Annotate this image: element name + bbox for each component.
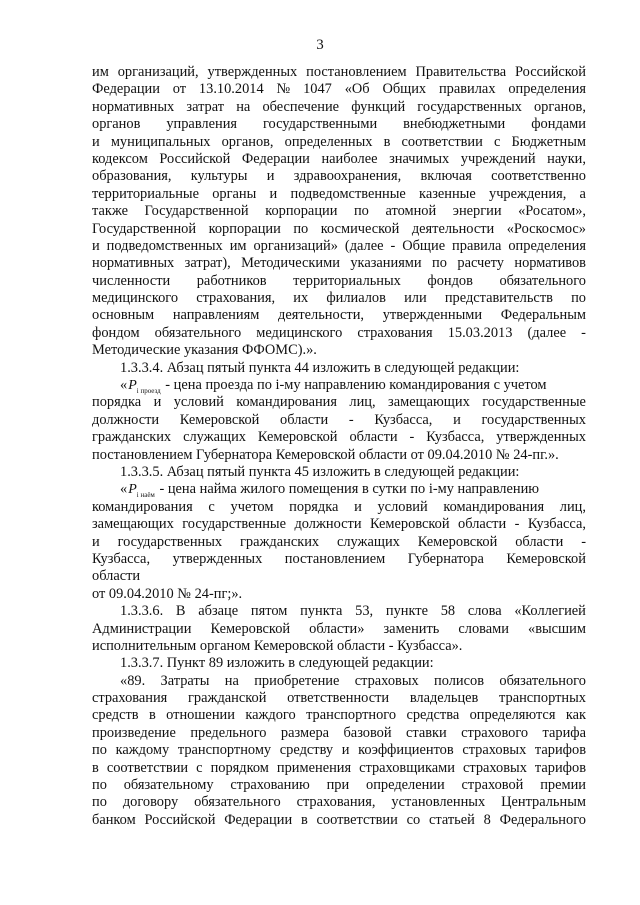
text-line: гражданских служащих Кемеровской области - Кузбасса, утвержденных bbox=[92, 429, 586, 446]
text-line: Государственной корпорации по космической деятельности «Роскосмос» bbox=[92, 220, 586, 237]
text-line: им организаций, утвержденных постановлением Правительства Российской bbox=[92, 64, 586, 80]
text-line: и государственных гражданских служащих Кемеровской области - bbox=[92, 533, 586, 550]
text-line: страхования гражданской ответственности владельцев транспортных bbox=[92, 690, 586, 707]
text-line: нормативных затрат), Методическими указаниями по расчету нормативов bbox=[92, 255, 586, 272]
text-line: Федерации от 13.10.2014 № 1047 «Об Общих правилах определения bbox=[92, 81, 586, 98]
text-line: 1.3.3.6. В абзаце пятом пункта 53, пункте 58 слова «Коллегией bbox=[120, 603, 586, 620]
text-line: нормативных затрат на обеспечение функций государственных органов, bbox=[92, 98, 586, 115]
text-line: 1.3.3.7. Пункт 89 изложить в следующей редакции: bbox=[120, 655, 434, 672]
quote-mark: « bbox=[120, 481, 128, 498]
text-line: банком Российской Федерации в соответствии со статьей 8 Федерального bbox=[92, 811, 586, 828]
text-line: «$P_{i наём}$ - цена найма жилого помещения в сутки по i-му направлению bbox=[92, 481, 586, 498]
text-line: Методические указания ФФОМС).». bbox=[92, 342, 317, 359]
text-line: «89. Затраты на приобретение страховых полисов обязательного bbox=[120, 672, 586, 689]
text-line: органов управления государственными внебюджетными фондами bbox=[92, 116, 586, 133]
text-line: средств в отношении каждого транспортного средства определяются как bbox=[92, 707, 586, 724]
text-line: от 09.04.2010 № 24-пг;». bbox=[92, 585, 243, 602]
text-line: Кузбасса, утвержденных постановлением Губернатора Кемеровской bbox=[92, 550, 586, 567]
text-line: и подведомственных им организаций» (далее - Общие правила определения bbox=[92, 237, 586, 254]
text-line: командирования с учетом порядка и условий командирования лиц, bbox=[92, 498, 586, 515]
text-line: «$P_{i проезд}$ - цена проезда по i-му направлению командирования с учетом bbox=[92, 377, 586, 394]
text-line: по каждому транспортному средству и коэффициентов страховых тарифов bbox=[92, 742, 586, 759]
page-number: 3 bbox=[316, 37, 324, 53]
text-line: фондом обязательного медицинского страхования 15.03.2013 (далее - bbox=[92, 324, 586, 341]
text-line: по обязательному страхованию при определении страховой премии bbox=[92, 777, 586, 794]
text-line: основным направлениям деятельности, утвержденными Федеральным bbox=[92, 307, 586, 324]
body-text bbox=[92, 64, 586, 829]
text-line: в соответствии с порядком применения страховщиками страховых тарифов bbox=[92, 759, 586, 776]
text-line: Администрации Кемеровской области» заменить словами «высшим bbox=[92, 620, 586, 637]
text-line: и муниципальных органов, определенных в соответствии с Бюджетным bbox=[92, 133, 586, 150]
text-line: по договору обязательного страхования, установленных Центральным bbox=[92, 794, 586, 811]
text-line: территориальные органы и подведомственные казенные учреждения, а bbox=[92, 185, 586, 202]
text-line: должности Кемеровской области - Кузбасса, и государственных bbox=[92, 411, 586, 428]
text-line: замещающих государственные должности Кемеровской области - Кузбасса, bbox=[92, 516, 586, 533]
text-line: медицинского страхования, их филиалов или представительств по bbox=[92, 290, 586, 307]
text-line: произведение предельного размера базовой ставки страхового тарифа bbox=[92, 724, 586, 741]
text-line: порядка и условий командирования лиц, замещающих государственные bbox=[92, 394, 586, 411]
text-line: постановлением Губернатора Кемеровской области от 09.04.2010 № 24-пг.». bbox=[92, 446, 559, 463]
text-line: исполнительным органом Кемеровской области - Кузбасса». bbox=[92, 637, 463, 654]
formula-symbol: $P_{i наём}$ bbox=[128, 482, 155, 500]
text-line: области bbox=[92, 568, 141, 585]
text-line: образования, культуры и здравоохранения, включая соответственно bbox=[92, 168, 586, 185]
text-line: 1.3.3.4. Абзац пятый пункта 44 изложить в следующей редакции: bbox=[120, 359, 520, 376]
text-line: также Государственной корпорации по атомной энергии «Росатом», bbox=[92, 203, 586, 220]
text-line: 1.3.3.5. Абзац пятый пункта 45 изложить в следующей редакции: bbox=[120, 463, 520, 480]
text-line: численности работников территориальных фондов обязательного bbox=[92, 272, 586, 289]
text-line: кодексом Российской Федерации наиболее значимых учреждений науки, bbox=[92, 150, 586, 167]
quote-mark: « bbox=[120, 377, 128, 394]
formula-symbol: $P_{i проезд}$ bbox=[128, 378, 161, 395]
